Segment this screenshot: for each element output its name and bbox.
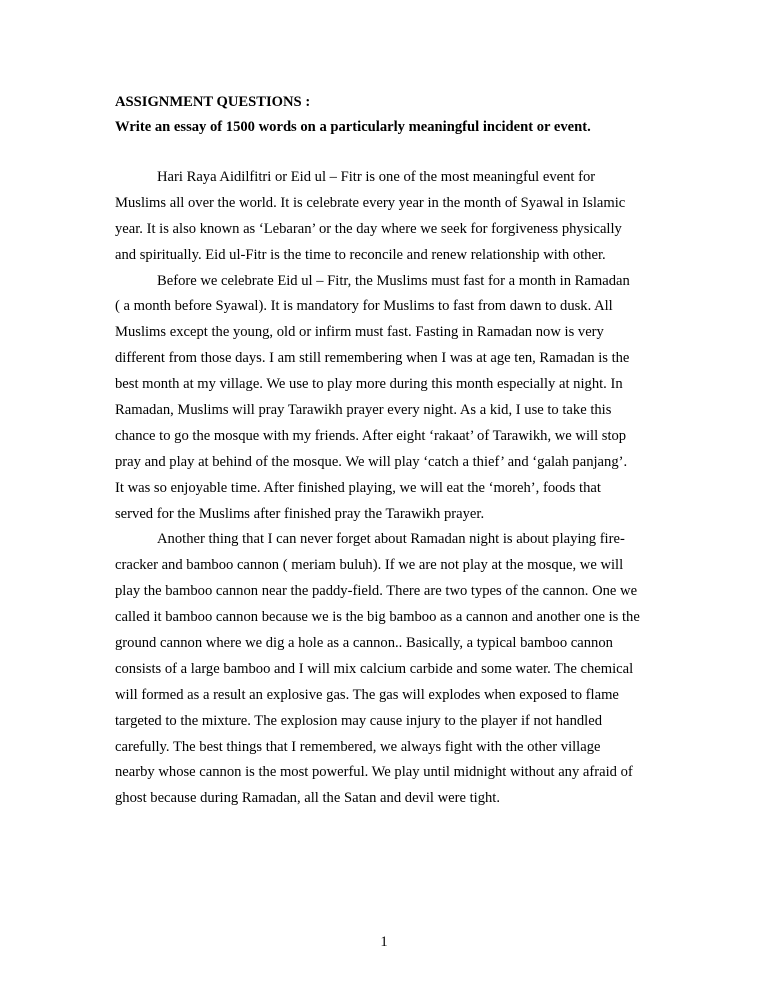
text-line: called it bamboo cannon because we is the big bamboo as a cannon and another one is the <box>115 609 640 626</box>
text-line: Muslims except the young, old or infirm must fast. Fasting in Ramadan now is very <box>115 324 604 341</box>
text-line: ghost because during Ramadan, all the Satan and devil were tight. <box>115 790 501 807</box>
text-line: year. It is also known as ‘Lebaran’ or the day where we seek for forgiveness physically <box>115 220 622 237</box>
paragraph-3 <box>115 527 660 812</box>
text-line: consists of a large bamboo and I will mix calcium carbide and some water. The chemical <box>115 660 634 677</box>
text-line: pray and play at behind of the mosque. We will play ‘catch a thief’ and ‘galah panjang’. <box>115 453 628 470</box>
text-line: targeted to the mixture. The explosion may cause injury to the player if not handled <box>115 712 603 729</box>
text-line: served for the Muslims after finished pray the Tarawikh prayer. <box>115 505 485 522</box>
text-line: ( a month before Syawal). It is mandatory for Muslims to fast from dawn to dusk. All <box>115 298 613 315</box>
text-line: Another thing that I can never forget about Ramadan night is about playing fire- <box>157 531 625 548</box>
text-line: different from those days. I am still remembering when I was at age ten, Ramadan is the <box>115 350 630 367</box>
text-line: Ramadan, Muslims will pray Tarawikh prayer every night. As a kid, I use to take this <box>115 402 612 419</box>
text-line: Before we celebrate Eid ul – Fitr, the Muslims must fast for a month in Ramadan <box>157 272 630 289</box>
page-number: 1 <box>380 934 388 950</box>
text-line: chance to go the mosque with my friends. After eight ‘rakaat’ of Tarawikh, we will stop <box>115 427 627 444</box>
text-line: nearby whose cannon is the most powerful. We play until midnight without any afraid of <box>115 764 633 781</box>
text-line: and spiritually. Eid ul-Fitr is the time to reconcile and renew relationship with other. <box>115 246 606 263</box>
document-body <box>115 90 660 812</box>
text-line: ground cannon where we dig a hole as a cannon.. Basically, a typical bamboo cannon <box>115 635 613 652</box>
paragraph-1 <box>115 165 660 269</box>
text-line: best month at my village. We use to play more during this month especially at night. In <box>115 376 623 393</box>
assignment-title: ASSIGNMENT QUESTIONS : <box>115 94 311 110</box>
text-line: Hari Raya Aidilfitri or Eid ul – Fitr is one of the most meaningful event for <box>157 169 596 185</box>
paragraph-2 <box>115 269 660 528</box>
text-line: play the bamboo cannon near the paddy-field. There are two types of the cannon. One we <box>115 583 638 600</box>
assignment-question: Write an essay of 1500 words on a particularly meaningful incident or event. <box>115 119 591 135</box>
spacer <box>115 140 660 165</box>
text-line: cracker and bamboo cannon ( meriam buluh). If we are not play at the mosque, we will <box>115 557 624 574</box>
text-line: It was so enjoyable time. After finished playing, we will eat the ‘moreh’, foods that <box>115 479 601 496</box>
text-line: Muslims all over the world. It is celebrate every year in the month of Syawal in Islamic <box>115 194 626 211</box>
text-line: will formed as a result an explosive gas. The gas will explodes when exposed to flame <box>115 686 619 703</box>
text-line: carefully. The best things that I remembered, we always fight with the other village <box>115 738 601 755</box>
